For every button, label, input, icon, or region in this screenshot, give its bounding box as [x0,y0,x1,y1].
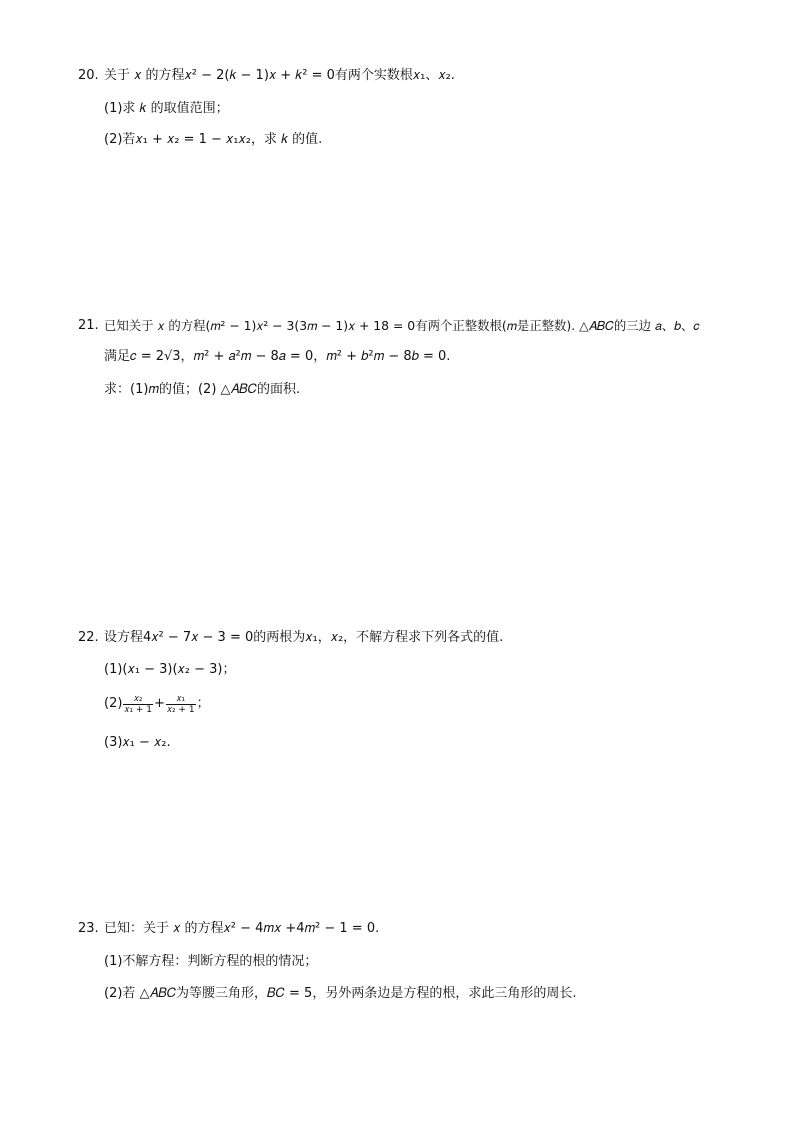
fraction-denominator: 𝑥₂ + 1 [166,704,195,715]
question-number: 20. [78,68,99,83]
sub-suffix: ； [196,696,210,711]
fraction-denominator: 𝑥₁ + 1 [124,704,153,715]
sub-question: 求：(1)𝑚的值；(2) △𝐴𝐵𝐶的面积. [104,382,301,397]
question-number: 23. [78,921,99,936]
sub-question: (2)若𝑥₁ + 𝑥₂ = 1 − 𝑥₁𝑥₂，求 𝑘 的值. [104,132,323,147]
fraction-numerator: 𝑥₁ [166,694,196,705]
question-stem: 设方程4𝑥² − 7𝑥 − 3 = 0的两根为𝑥₁，𝑥₂，不解方程求下列各式的值. [104,630,504,645]
fraction-2 [166,694,196,715]
question-stem: 已知关于 𝑥 的方程(𝑚² − 1)𝑥² − 3(3𝑚 − 1)𝑥 + 18 = 0有两个正整数根(𝑚是正整数). △𝐴𝐵𝐶的三边 𝑎、𝑏、𝑐 [104,318,700,333]
sub-question: (2)若 △𝐴𝐵𝐶为等腰三角形，𝐵𝐶 = 5，另外两条边是方程的根，求此三角形的周长. [104,986,577,1001]
fraction-1 [123,694,153,715]
question-number: 22. [78,630,99,645]
question-number: 21. [78,318,99,333]
plus-sign: + [154,696,165,711]
question-stem: 关于 𝑥 的方程𝑥² − 2(𝑘 − 1)𝑥 + 𝑘² = 0有两个实数根𝑥₁、𝑥₂. [104,68,455,83]
sub-question: (3)𝑥₁ − 𝑥₂. [104,735,171,750]
sub-prefix: (2) [104,696,123,711]
fraction-numerator: 𝑥₂ [123,694,153,705]
fraction-sub-question [104,692,210,717]
sub-question: (1)(𝑥₁ − 3)(𝑥₂ − 3)； [104,662,236,677]
sub-question: (1)不解方程：判断方程的根的情况； [104,954,318,969]
question-stem: 已知：关于 𝑥 的方程𝑥² − 4𝑚𝑥 +4𝑚² − 1 = 0. [104,921,380,936]
sub-question: (1)求 𝑘 的取值范围； [104,101,229,116]
sub-question: 满足𝑐 = 2√3，𝑚² + 𝑎²𝑚 − 8𝑎 = 0，𝑚² + 𝑏²𝑚 − 8𝑏 = 0. [104,349,451,364]
